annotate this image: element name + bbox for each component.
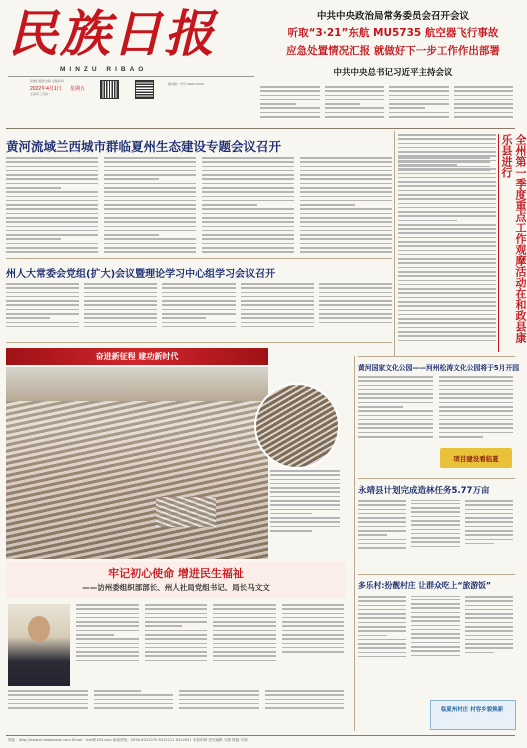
qr-code-1 [100,80,119,99]
article-2-title: 州人大常委会党组(扩大)会议暨理论学习中心组学习会议召开 [6,269,276,280]
park-news-body [358,376,513,446]
article-2-body [6,283,392,339]
masthead-logo [8,4,258,68]
vertical-headline-text: 全州第一季度重点工作观摩活动在和政县康乐县进行 [500,134,527,343]
landscape-photo [6,367,268,559]
top-news-body [260,86,513,122]
top-headline-2: 应急处置情况汇报 就做好下一步工作作出部署 [286,45,500,57]
photo-caption [270,470,340,542]
top-subhead: 中共中央总书记习近平主持会议 [333,68,453,78]
village-stamp [430,700,516,730]
vertical-headline [498,134,527,352]
top-kicker: 中共中央政治局常务委员会召开会议 [316,11,469,22]
park-news-title: 黄河国家文化公园——河州松涛文化公园将于5月开园 [358,364,520,372]
village-stamp-text: 临夏州村庄 村容乡貌焕新 [440,707,504,713]
interview-title: 牢记初心使命 增进民生福祉 [108,567,244,580]
lunar-date: 壬寅年三月初一 [30,92,52,96]
interview-body [8,690,344,732]
top-headline-1: 听取“3·21”东航 MU5735 航空器飞行事故 [287,27,499,39]
village-body [358,596,513,696]
masthead-pinyin: MINZU RIBAO [60,66,148,73]
qr-code-2 [135,80,154,99]
article-1-body [6,157,392,255]
issue-line: 民族日报社出版 全版彩印 [30,79,64,83]
circle-photo [254,383,340,469]
right-column-body [398,134,496,352]
masthead-title: 民族日报 [8,4,216,63]
publish-weekday: 星期五 [70,86,86,92]
cn-number: 国内统一刊号 CN62-0059 [168,82,204,86]
interview-body-2 [76,604,344,686]
footer-info: 网址：http://www.linxiabaoshe.com Email：lxrb@163.com 新闻热线：0930-6312270 6312211 6314931 本报印刷 责任编辑 马强 排版 马明 [8,738,248,742]
interview-subtitle: ——访州委组织部部长、州人社局党组书记、局长马文文 [82,583,270,592]
afforestation-title: 永靖县计划完成造林任务5.77万亩 [358,486,490,496]
project-stamp-text: 项目建设看临夏 [453,455,499,463]
village-title: 多乐村:扮靓村庄 让群众吃上“旅游饭” [358,581,492,590]
portrait-photo [8,604,70,686]
publish-date: 2022年4月1日 [30,86,62,92]
article-1-title: 黄河流域兰西城市群临夏州生态建设专题会议召开 [6,139,282,154]
feature-banner-text: 奋进新征程 建功新时代 [95,352,179,361]
afforestation-body [358,500,513,570]
